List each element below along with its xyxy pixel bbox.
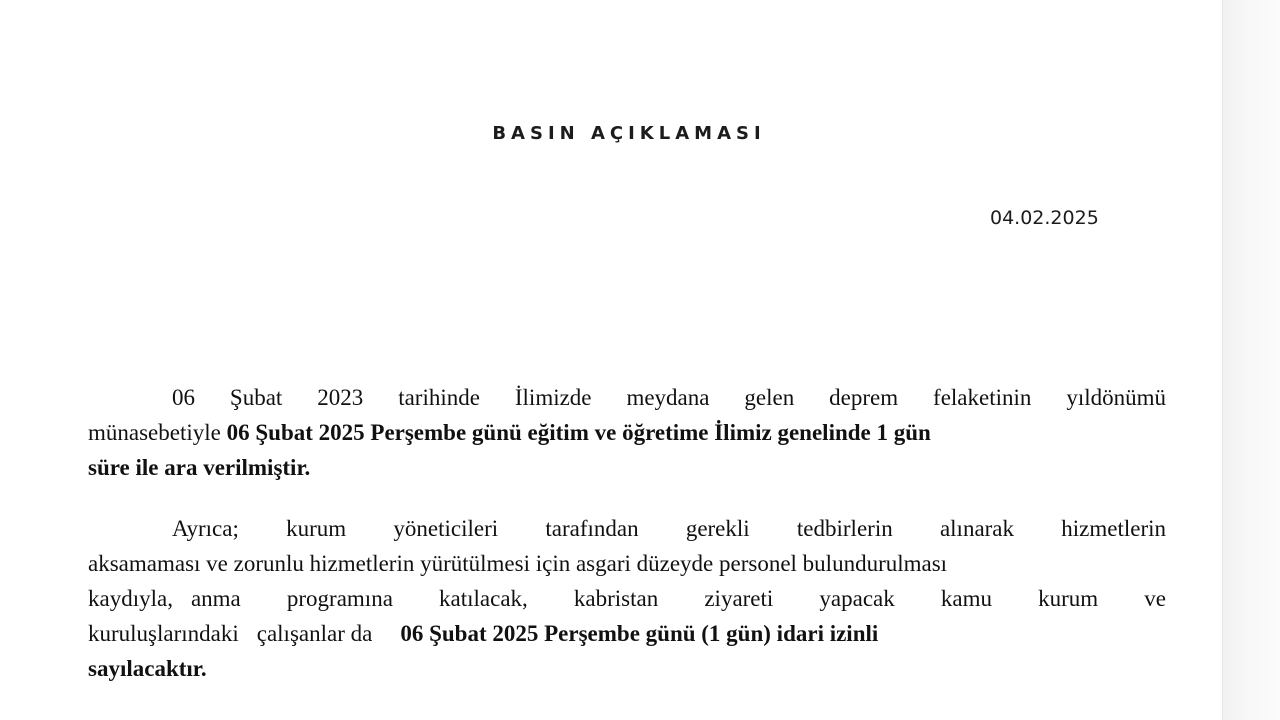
paragraph-2	[88, 511, 1166, 686]
paragraph-2-line-1	[88, 511, 1166, 546]
paragraph-1-normal-text: münasebetiyle	[88, 420, 221, 445]
paragraph-1-bold-ending: süre ile ara verilmiştir.	[88, 455, 311, 480]
paragraph-2-line-5	[88, 651, 1166, 686]
paragraph-1-bold-text: 06 Şubat 2025 Perşembe günü eğitim ve öğretime İlimiz genelinde 1 gün	[226, 420, 931, 445]
paragraph-1-text: 06 Şubat 2023 tarihinde İlimizde meydana gelen deprem felaketinin yıldönümü	[172, 385, 1166, 410]
paragraph-2-text-4a: kuruluşlarındaki	[88, 621, 239, 646]
document-title: BASIN AÇIKLAMASI	[492, 123, 766, 144]
paragraph-2-text-4b: çalışanlar da	[256, 621, 373, 646]
paragraph-1	[88, 380, 1166, 485]
paragraph-2-line-3	[88, 581, 1166, 616]
paragraph-1-line-3	[88, 450, 1166, 485]
paragraph-2-bold-text: 06 Şubat 2025 Perşembe günü (1 gün) idari izinli	[400, 621, 879, 646]
paragraph-2-bold-ending: sayılacaktır.	[88, 656, 207, 681]
paragraph-2-line-2	[88, 546, 1166, 581]
document-date: 04.02.2025	[990, 207, 1099, 229]
paragraph-2-text-2: aksamaması ve zorunlu hizmetlerin yürütülmesi için asgari düzeyde personel bulundurulması	[88, 551, 948, 576]
paragraph-2-line-4	[88, 616, 1166, 651]
paragraph-2-text-1: Ayrıca; kurum yöneticileri tarafından gerekli tedbirlerin alınarak hizmetlerin	[172, 516, 1166, 541]
page-edge-shadow	[1222, 0, 1280, 720]
paragraph-1-line-2	[88, 415, 1166, 450]
paragraph-1-line-1	[88, 380, 1166, 415]
paragraph-2-text-3a: kaydıyla,	[88, 586, 173, 611]
paragraph-2-text-3b: anma programına katılacak, kabristan ziyareti yapacak kamu kurum ve	[190, 586, 1166, 611]
